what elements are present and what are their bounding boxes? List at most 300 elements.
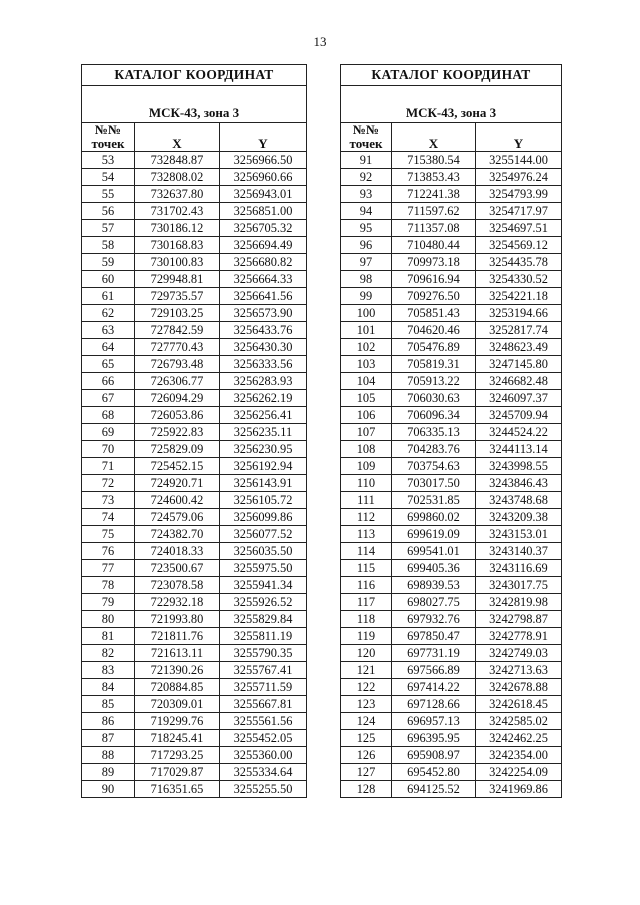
x-coordinate-cell: 720884.85 (135, 679, 220, 696)
table-row (341, 424, 562, 441)
x-coordinate-cell: 726094.29 (135, 390, 220, 407)
table-row (82, 781, 307, 798)
point-number-cell: 100 (341, 305, 392, 322)
table-row (341, 152, 562, 169)
point-number-cell: 62 (82, 305, 135, 322)
point-number-cell: 123 (341, 696, 392, 713)
point-number-cell: 82 (82, 645, 135, 662)
table-row (82, 475, 307, 492)
table-row (341, 492, 562, 509)
y-coordinate-cell: 3255767.41 (220, 662, 307, 679)
y-coordinate-cell: 3242618.45 (476, 696, 562, 713)
y-coordinate-cell: 3243998.55 (476, 458, 562, 475)
y-coordinate-cell: 3254717.97 (476, 203, 562, 220)
point-number-header-line1: №№ (352, 122, 380, 137)
x-coordinate-cell: 710480.44 (392, 237, 476, 254)
coordinate-system: МСК-43, зона 3 (341, 86, 562, 123)
point-number-cell: 80 (82, 611, 135, 628)
x-coordinate-cell: 709973.18 (392, 254, 476, 271)
point-number-cell: 67 (82, 390, 135, 407)
y-header: Y (220, 123, 307, 152)
table-row (82, 628, 307, 645)
table-row (82, 509, 307, 526)
y-coordinate-cell: 3246682.48 (476, 373, 562, 390)
point-number-cell: 74 (82, 509, 135, 526)
table-row (82, 339, 307, 356)
y-coordinate-cell: 3246097.37 (476, 390, 562, 407)
point-number-cell: 92 (341, 169, 392, 186)
y-coordinate-cell: 3256664.33 (220, 271, 307, 288)
point-number-cell: 111 (341, 492, 392, 509)
y-coordinate-cell: 3242819.98 (476, 594, 562, 611)
x-coordinate-cell: 699541.01 (392, 543, 476, 560)
x-coordinate-cell: 712241.38 (392, 186, 476, 203)
point-number-cell: 117 (341, 594, 392, 611)
point-number-cell: 122 (341, 679, 392, 696)
y-coordinate-cell: 3256943.01 (220, 186, 307, 203)
y-coordinate-cell: 3245709.94 (476, 407, 562, 424)
point-number-cell: 103 (341, 356, 392, 373)
x-coordinate-cell: 704283.76 (392, 441, 476, 458)
y-coordinate-cell: 3256433.76 (220, 322, 307, 339)
y-coordinate-cell: 3254697.51 (476, 220, 562, 237)
y-coordinate-cell: 3256077.52 (220, 526, 307, 543)
y-coordinate-cell: 3255829.84 (220, 611, 307, 628)
table-row (82, 152, 307, 169)
x-coordinate-cell: 705476.89 (392, 339, 476, 356)
y-coordinate-cell: 3252817.74 (476, 322, 562, 339)
y-coordinate-cell: 3255360.00 (220, 747, 307, 764)
point-number-header (341, 123, 392, 152)
y-coordinate-cell: 3256235.11 (220, 424, 307, 441)
x-coordinate-cell: 724579.06 (135, 509, 220, 526)
table-row (82, 322, 307, 339)
x-coordinate-cell: 705851.43 (392, 305, 476, 322)
table-body-left (82, 152, 307, 798)
x-coordinate-cell: 695452.80 (392, 764, 476, 781)
point-number-cell: 72 (82, 475, 135, 492)
table-row (82, 730, 307, 747)
x-coordinate-cell: 697566.89 (392, 662, 476, 679)
table-row (341, 611, 562, 628)
table-body-right (341, 152, 562, 798)
x-coordinate-cell: 727770.43 (135, 339, 220, 356)
y-coordinate-cell: 3256430.30 (220, 339, 307, 356)
table-row (341, 781, 562, 798)
y-coordinate-cell: 3243017.75 (476, 577, 562, 594)
table-row (82, 424, 307, 441)
y-coordinate-cell: 3242778.91 (476, 628, 562, 645)
x-coordinate-cell: 703017.50 (392, 475, 476, 492)
table-row (82, 407, 307, 424)
x-coordinate-cell: 721993.80 (135, 611, 220, 628)
point-number-cell: 85 (82, 696, 135, 713)
x-coordinate-cell: 721390.26 (135, 662, 220, 679)
point-number-cell: 127 (341, 764, 392, 781)
point-number-cell: 128 (341, 781, 392, 798)
page-number: 13 (313, 34, 327, 49)
x-coordinate-cell: 725829.09 (135, 441, 220, 458)
x-coordinate-cell: 724600.42 (135, 492, 220, 509)
table-row (82, 186, 307, 203)
table-row (82, 441, 307, 458)
point-number-cell: 78 (82, 577, 135, 594)
point-number-cell: 126 (341, 747, 392, 764)
point-number-cell: 94 (341, 203, 392, 220)
point-number-cell: 107 (341, 424, 392, 441)
point-number-cell: 57 (82, 220, 135, 237)
point-number-cell: 110 (341, 475, 392, 492)
y-coordinate-cell: 3256641.56 (220, 288, 307, 305)
point-number-cell: 98 (341, 271, 392, 288)
x-coordinate-cell: 706096.34 (392, 407, 476, 424)
y-coordinate-cell: 3256256.41 (220, 407, 307, 424)
y-coordinate-cell: 3248623.49 (476, 339, 562, 356)
table-row (82, 356, 307, 373)
y-coordinate-cell: 3244524.22 (476, 424, 562, 441)
x-coordinate-cell: 697128.66 (392, 696, 476, 713)
x-coordinate-cell: 723078.58 (135, 577, 220, 594)
x-coordinate-cell: 724920.71 (135, 475, 220, 492)
x-coordinate-cell: 718245.41 (135, 730, 220, 747)
x-coordinate-cell: 706030.63 (392, 390, 476, 407)
y-coordinate-cell: 3256966.50 (220, 152, 307, 169)
y-coordinate-cell: 3242254.09 (476, 764, 562, 781)
y-coordinate-cell: 3256694.49 (220, 237, 307, 254)
point-number-cell: 95 (341, 220, 392, 237)
point-number-cell: 121 (341, 662, 392, 679)
table-row (341, 560, 562, 577)
point-number-cell: 114 (341, 543, 392, 560)
x-coordinate-cell: 730168.83 (135, 237, 220, 254)
table-row (341, 390, 562, 407)
y-coordinate-cell: 3255561.56 (220, 713, 307, 730)
y-coordinate-cell: 3256105.72 (220, 492, 307, 509)
point-number-cell: 102 (341, 339, 392, 356)
point-number-cell: 88 (82, 747, 135, 764)
table-row (82, 747, 307, 764)
y-coordinate-cell: 3243140.37 (476, 543, 562, 560)
table-row (341, 526, 562, 543)
point-number-cell: 81 (82, 628, 135, 645)
y-coordinate-cell: 3255975.50 (220, 560, 307, 577)
table-row (341, 169, 562, 186)
catalog-title: КАТАЛОГ КООРДИНАТ (82, 65, 307, 86)
x-header: X (392, 123, 476, 152)
table-row (341, 356, 562, 373)
point-number-cell: 106 (341, 407, 392, 424)
point-number-cell: 115 (341, 560, 392, 577)
point-number-cell: 66 (82, 373, 135, 390)
point-number-cell: 55 (82, 186, 135, 203)
x-coordinate-cell: 719299.76 (135, 713, 220, 730)
y-coordinate-cell: 3242354.00 (476, 747, 562, 764)
y-coordinate-cell: 3255811.19 (220, 628, 307, 645)
y-coordinate-cell: 3255452.05 (220, 730, 307, 747)
table-row (82, 577, 307, 594)
y-coordinate-cell: 3255334.64 (220, 764, 307, 781)
point-number-cell: 54 (82, 169, 135, 186)
y-coordinate-cell: 3253194.66 (476, 305, 562, 322)
point-number-cell: 108 (341, 441, 392, 458)
y-coordinate-cell: 3242798.87 (476, 611, 562, 628)
table-row (341, 373, 562, 390)
y-header: Y (476, 123, 562, 152)
coordinate-system: МСК-43, зона 3 (82, 86, 307, 123)
x-coordinate-cell: 702531.85 (392, 492, 476, 509)
x-coordinate-cell: 716351.65 (135, 781, 220, 798)
table-row (82, 679, 307, 696)
x-coordinate-cell: 729735.57 (135, 288, 220, 305)
y-coordinate-cell: 3243846.43 (476, 475, 562, 492)
y-coordinate-cell: 3254793.99 (476, 186, 562, 203)
x-coordinate-cell: 704620.46 (392, 322, 476, 339)
table-row (341, 322, 562, 339)
table-row (341, 543, 562, 560)
point-number-cell: 61 (82, 288, 135, 305)
x-coordinate-cell: 722932.18 (135, 594, 220, 611)
x-coordinate-cell: 711597.62 (392, 203, 476, 220)
y-coordinate-cell: 3254976.24 (476, 169, 562, 186)
x-coordinate-cell: 698939.53 (392, 577, 476, 594)
y-coordinate-cell: 3256099.86 (220, 509, 307, 526)
point-number-cell: 59 (82, 254, 135, 271)
table-row (341, 271, 562, 288)
y-coordinate-cell: 3256851.00 (220, 203, 307, 220)
y-coordinate-cell: 3256573.90 (220, 305, 307, 322)
table-row (341, 305, 562, 322)
table-row (341, 764, 562, 781)
y-coordinate-cell: 3255790.35 (220, 645, 307, 662)
x-coordinate-cell: 727842.59 (135, 322, 220, 339)
point-number-cell: 101 (341, 322, 392, 339)
y-coordinate-cell: 3255711.59 (220, 679, 307, 696)
point-number-cell: 93 (341, 186, 392, 203)
x-coordinate-cell: 694125.52 (392, 781, 476, 798)
x-coordinate-cell: 717293.25 (135, 747, 220, 764)
table-row (82, 220, 307, 237)
y-coordinate-cell: 3241969.86 (476, 781, 562, 798)
point-number-cell: 89 (82, 764, 135, 781)
x-coordinate-cell: 724382.70 (135, 526, 220, 543)
point-number-header-line1: №№ (94, 122, 122, 137)
table-row (341, 254, 562, 271)
y-coordinate-cell: 3256283.93 (220, 373, 307, 390)
table-row (82, 611, 307, 628)
x-coordinate-cell: 709276.50 (392, 288, 476, 305)
table-row (341, 475, 562, 492)
x-coordinate-cell: 725452.15 (135, 458, 220, 475)
point-number-header-line2: точек (349, 136, 383, 151)
table-row (341, 441, 562, 458)
point-number-cell: 118 (341, 611, 392, 628)
y-coordinate-cell: 3243153.01 (476, 526, 562, 543)
table-row (82, 373, 307, 390)
point-number-cell: 60 (82, 271, 135, 288)
x-coordinate-cell: 726793.48 (135, 356, 220, 373)
point-number-cell: 109 (341, 458, 392, 475)
x-coordinate-cell: 706335.13 (392, 424, 476, 441)
point-number-cell: 79 (82, 594, 135, 611)
point-number-cell: 112 (341, 509, 392, 526)
x-coordinate-cell: 699619.09 (392, 526, 476, 543)
table-row (341, 288, 562, 305)
y-coordinate-cell: 3242713.63 (476, 662, 562, 679)
table-row (82, 594, 307, 611)
point-number-cell: 116 (341, 577, 392, 594)
table-row (341, 237, 562, 254)
y-coordinate-cell: 3255144.00 (476, 152, 562, 169)
table-row (82, 492, 307, 509)
table-row (82, 526, 307, 543)
point-number-cell: 68 (82, 407, 135, 424)
y-coordinate-cell: 3243116.69 (476, 560, 562, 577)
y-coordinate-cell: 3256143.91 (220, 475, 307, 492)
point-number-cell: 87 (82, 730, 135, 747)
x-coordinate-cell: 725922.83 (135, 424, 220, 441)
point-number-cell: 90 (82, 781, 135, 798)
table-row (82, 288, 307, 305)
x-coordinate-cell: 732808.02 (135, 169, 220, 186)
x-coordinate-cell: 730186.12 (135, 220, 220, 237)
point-number-cell: 53 (82, 152, 135, 169)
x-coordinate-cell: 698027.75 (392, 594, 476, 611)
y-coordinate-cell: 3243209.38 (476, 509, 562, 526)
point-number-cell: 69 (82, 424, 135, 441)
table-row (341, 662, 562, 679)
y-coordinate-cell: 3256680.82 (220, 254, 307, 271)
table-row (82, 254, 307, 271)
table-row (82, 645, 307, 662)
y-coordinate-cell: 3247145.80 (476, 356, 562, 373)
table-row (82, 237, 307, 254)
table-row (341, 407, 562, 424)
table-row (82, 203, 307, 220)
table-row (341, 747, 562, 764)
x-coordinate-cell: 717029.87 (135, 764, 220, 781)
y-coordinate-cell: 3244113.14 (476, 441, 562, 458)
table-row (341, 645, 562, 662)
y-coordinate-cell: 3242678.88 (476, 679, 562, 696)
point-number-cell: 76 (82, 543, 135, 560)
x-coordinate-cell: 731702.43 (135, 203, 220, 220)
y-coordinate-cell: 3256333.56 (220, 356, 307, 373)
point-number-cell: 64 (82, 339, 135, 356)
y-coordinate-cell: 3255667.81 (220, 696, 307, 713)
x-coordinate-cell: 711357.08 (392, 220, 476, 237)
x-coordinate-cell: 703754.63 (392, 458, 476, 475)
y-coordinate-cell: 3255926.52 (220, 594, 307, 611)
point-number-cell: 104 (341, 373, 392, 390)
x-coordinate-cell: 709616.94 (392, 271, 476, 288)
point-number-cell: 71 (82, 458, 135, 475)
table-row (341, 594, 562, 611)
y-coordinate-cell: 3255255.50 (220, 781, 307, 798)
table-row (341, 203, 562, 220)
point-number-cell: 99 (341, 288, 392, 305)
point-number-cell: 125 (341, 730, 392, 747)
table-row (82, 560, 307, 577)
x-coordinate-cell: 721613.11 (135, 645, 220, 662)
x-coordinate-cell: 695908.97 (392, 747, 476, 764)
x-header: X (135, 123, 220, 152)
table-row (341, 339, 562, 356)
y-coordinate-cell: 3242462.25 (476, 730, 562, 747)
x-coordinate-cell: 732637.80 (135, 186, 220, 203)
x-coordinate-cell: 732848.87 (135, 152, 220, 169)
x-coordinate-cell: 715380.54 (392, 152, 476, 169)
x-coordinate-cell: 721811.76 (135, 628, 220, 645)
table-row (82, 696, 307, 713)
point-number-cell: 56 (82, 203, 135, 220)
x-coordinate-cell: 726306.77 (135, 373, 220, 390)
coordinate-table-left (81, 64, 307, 798)
y-coordinate-cell: 3242749.03 (476, 645, 562, 662)
point-number-header-line2: точек (91, 136, 125, 151)
y-coordinate-cell: 3254435.78 (476, 254, 562, 271)
y-coordinate-cell: 3255941.34 (220, 577, 307, 594)
y-coordinate-cell: 3256230.95 (220, 441, 307, 458)
x-coordinate-cell: 697850.47 (392, 628, 476, 645)
table-row (82, 458, 307, 475)
table-row (82, 662, 307, 679)
catalog-title: КАТАЛОГ КООРДИНАТ (341, 65, 562, 86)
point-number-cell: 105 (341, 390, 392, 407)
x-coordinate-cell: 726053.86 (135, 407, 220, 424)
point-number-cell: 113 (341, 526, 392, 543)
point-number-cell: 63 (82, 322, 135, 339)
x-coordinate-cell: 730100.83 (135, 254, 220, 271)
x-coordinate-cell: 699860.02 (392, 509, 476, 526)
x-coordinate-cell: 705819.31 (392, 356, 476, 373)
y-coordinate-cell: 3256192.94 (220, 458, 307, 475)
x-coordinate-cell: 697414.22 (392, 679, 476, 696)
table-row (341, 220, 562, 237)
point-number-cell: 84 (82, 679, 135, 696)
table-row (82, 169, 307, 186)
point-number-cell: 119 (341, 628, 392, 645)
point-number-cell: 91 (341, 152, 392, 169)
point-number-cell: 83 (82, 662, 135, 679)
point-number-cell: 96 (341, 237, 392, 254)
table-row (341, 509, 562, 526)
y-coordinate-cell: 3254221.18 (476, 288, 562, 305)
point-number-cell: 86 (82, 713, 135, 730)
table-row (82, 271, 307, 288)
table-row (341, 713, 562, 730)
y-coordinate-cell: 3243748.68 (476, 492, 562, 509)
y-coordinate-cell: 3242585.02 (476, 713, 562, 730)
point-number-cell: 120 (341, 645, 392, 662)
coordinate-table-right (340, 64, 562, 798)
table-row (341, 577, 562, 594)
x-coordinate-cell: 697731.19 (392, 645, 476, 662)
x-coordinate-cell: 697932.76 (392, 611, 476, 628)
y-coordinate-cell: 3256705.32 (220, 220, 307, 237)
table-row (341, 628, 562, 645)
x-coordinate-cell: 699405.36 (392, 560, 476, 577)
y-coordinate-cell: 3256960.66 (220, 169, 307, 186)
y-coordinate-cell: 3256262.19 (220, 390, 307, 407)
table-row (82, 543, 307, 560)
x-coordinate-cell: 696395.95 (392, 730, 476, 747)
table-row (341, 730, 562, 747)
x-coordinate-cell: 696957.13 (392, 713, 476, 730)
point-number-cell: 58 (82, 237, 135, 254)
y-coordinate-cell: 3256035.50 (220, 543, 307, 560)
point-number-cell: 73 (82, 492, 135, 509)
x-coordinate-cell: 729948.81 (135, 271, 220, 288)
